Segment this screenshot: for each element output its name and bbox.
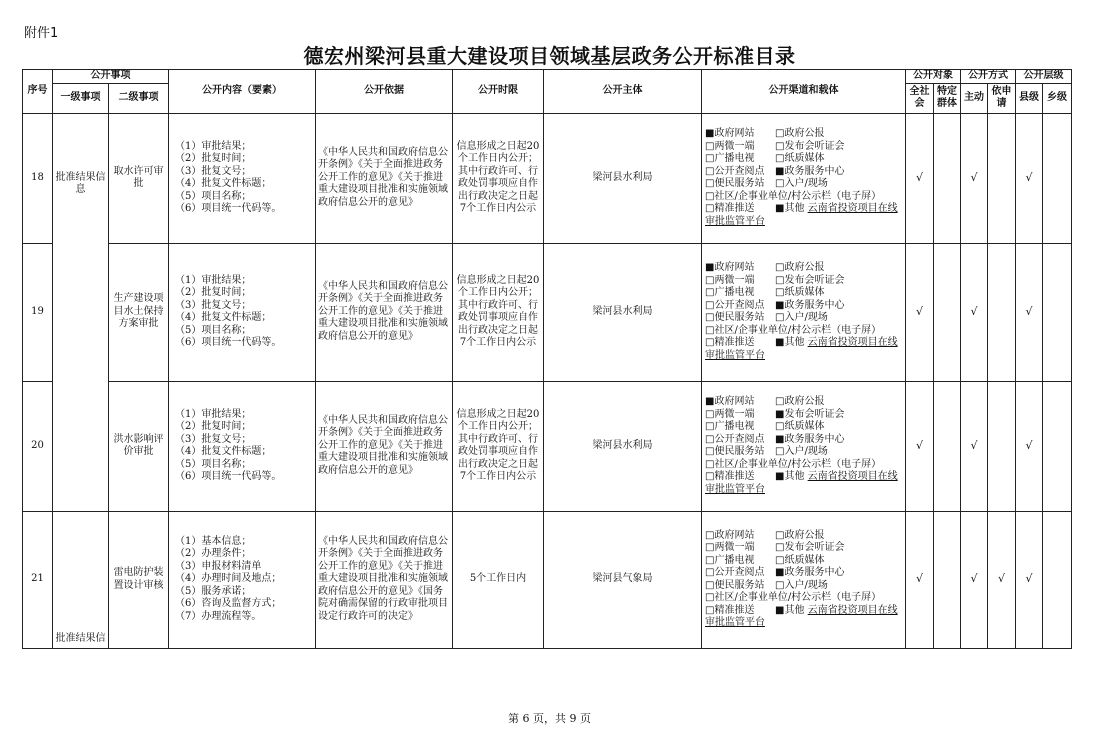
header-seq: 序号: [23, 70, 53, 114]
header-time-limit: 公开时限: [453, 70, 544, 114]
check-apply: [988, 243, 1016, 381]
time-limit-text: 信息形成之日起20个工作日内公开；其中行政许可、行政处罚事项应自作出行政决定之日起7个工作日内公示: [453, 381, 544, 511]
header-content: 公开内容（要素）: [169, 70, 316, 114]
attachment-label: 附件1: [24, 26, 59, 41]
check-target-specific: [934, 243, 961, 381]
header-channel: 公开渠道和载体: [702, 70, 906, 114]
header-erji: 二级事项: [109, 83, 169, 113]
channel-list: ■政府网站 □政府公报 □两微一端 ■发布会听证会 □广播电视 □纸质媒体 □公开查阅点 ■政务服务中心 □便民服务站 □入户/现场 □社区/企事业单位/村公示栏（电子屏） □精准推送 ■其他 云南省投资项目在线 审批监管平台: [702, 381, 906, 511]
catalog-table: [22, 69, 1072, 649]
header-level: 公开层级: [1016, 70, 1072, 84]
check-apply: √: [988, 511, 1016, 648]
content-list: （1）审批结果； （2）批复时间； （3）批复文号； （4）批复文件标题； （5）项目名称； （6）项目统一代码等。: [169, 113, 316, 243]
page-footer: 第 6 页，共 9 页: [508, 712, 591, 725]
time-limit-text: 信息形成之日起20个工作日内公开；其中行政许可、行政处罚事项应自作出行政决定之日起7个工作日内公示: [453, 113, 544, 243]
second-level-item: 洪水影响评价审批: [109, 381, 169, 511]
second-level-item: 取水许可审批: [109, 113, 169, 243]
check-town: [1043, 511, 1072, 648]
table-row: [23, 243, 1072, 381]
basis-text: 《中华人民共和国政府信息公开条例》《关于全面推进政务公开工作的意见》《关于推进重大建设项目批准和实施领域政府信息公开的意见》: [316, 113, 453, 243]
check-target-all: √: [906, 113, 934, 243]
content-list: （1）基本信息； （2）办理条件； （3）申报材料清单 （4）办理时间及地点； （5）服务承诺； （6）咨询及监督方式； （7）办理流程等。: [169, 511, 316, 648]
channel-list: □政府网站 □政府公报 □两微一端 □发布会听证会 □广播电视 □纸质媒体 □公开查阅点 ■政务服务中心 □便民服务站 □入户/现场 □社区/企事业单位/村公示栏（电子屏） □精准推送 ■其他 云南省投资项目在线 审批监管平台: [702, 511, 906, 648]
content-list: （1）审批结果； （2）批复时间； （3）批复文号； （4）批复文件标题； （5）项目名称； （6）项目统一代码等。: [169, 243, 316, 381]
row-seq: 18: [23, 113, 53, 243]
second-level-item: 生产建设项目水土保持方案审批: [109, 243, 169, 381]
time-limit-text: 信息形成之日起20个工作日内公开；其中行政许可、行政处罚事项应自作出行政决定之日起7个工作日内公示: [453, 243, 544, 381]
check-active: √: [961, 243, 988, 381]
row-seq: 21: [23, 511, 53, 648]
header-gongkai-shixiang: 公开事项: [53, 70, 169, 84]
basis-text: 《中华人民共和国政府信息公开条例》《关于全面推进政务公开工作的意见》《关于推进重大建设项目批准和实施领域政府信息公开的意见》: [316, 381, 453, 511]
header-subject: 公开主体: [544, 70, 702, 114]
check-county: √: [1016, 113, 1043, 243]
basis-text: 《中华人民共和国政府信息公开条例》《关于全面推进政务公开工作的意见》《关于推进重大建设项目批准和实施领域政府信息公开的意见》: [316, 243, 453, 381]
check-town: [1043, 381, 1072, 511]
check-county: √: [1016, 381, 1043, 511]
second-level-item: 雷电防护装置设计审核: [109, 511, 169, 648]
table-row: [23, 511, 1072, 648]
check-target-specific: [934, 381, 961, 511]
check-target-all: √: [906, 381, 934, 511]
check-target-specific: [934, 113, 961, 243]
check-active: √: [961, 511, 988, 648]
check-active: √: [961, 113, 988, 243]
row-seq: 19: [23, 243, 53, 381]
check-town: [1043, 113, 1072, 243]
first-level-item: 批准结果信息: [53, 113, 109, 511]
check-target-all: √: [906, 243, 934, 381]
first-level-item-cont: 批准结果信: [53, 511, 109, 648]
row-seq: 20: [23, 381, 53, 511]
page-title: 德宏州梁河县重大建设项目领域基层政务公开标准目录: [303, 44, 796, 68]
check-town: [1043, 243, 1072, 381]
time-limit-text: 5个工作日内: [453, 511, 544, 648]
check-county: √: [1016, 511, 1043, 648]
header-basis: 公开依据: [316, 70, 453, 114]
header-method-active: 主动: [961, 83, 988, 113]
header-level-town: 乡级: [1043, 83, 1072, 113]
check-apply: [988, 381, 1016, 511]
subject-text: 梁河县水利局: [544, 381, 702, 511]
subject-text: 梁河县水利局: [544, 113, 702, 243]
subject-text: 梁河县水利局: [544, 243, 702, 381]
header-level-county: 县级: [1016, 83, 1043, 113]
check-active: √: [961, 381, 988, 511]
header-target-specific: 特定群体: [934, 83, 961, 113]
channel-list: ■政府网站 □政府公报 □两微一端 □发布会听证会 □广播电视 □纸质媒体 □公开查阅点 ■政务服务中心 □便民服务站 □入户/现场 □社区/企事业单位/村公示栏（电子屏） □精准推送 ■其他 云南省投资项目在线 审批监管平台: [702, 113, 906, 243]
header-yiji: 一级事项: [53, 83, 109, 113]
content-list: （1）审批结果； （2）批复时间； （3）批复文号； （4）批复文件标题； （5）项目名称； （6）项目统一代码等。: [169, 381, 316, 511]
check-apply: [988, 113, 1016, 243]
channel-list: ■政府网站 □政府公报 □两微一端 □发布会听证会 □广播电视 □纸质媒体 □公开查阅点 ■政务服务中心 □便民服务站 □入户/现场 □社区/企事业单位/村公示栏（电子屏） □精准推送 ■其他 云南省投资项目在线 审批监管平台: [702, 243, 906, 381]
check-county: √: [1016, 243, 1043, 381]
table-row: [23, 113, 1072, 243]
subject-text: 梁河县气象局: [544, 511, 702, 648]
header-target: 公开对象: [906, 70, 961, 84]
basis-text: 《中华人民共和国政府信息公开条例》《关于全面推进政务公开工作的意见》《关于推进重大建设项目批准和实施领域政府信息公开的意见》《国务院对确需保留的行政审批项目设定行政许可的决定》: [316, 511, 453, 648]
table-row: [23, 381, 1072, 511]
header-target-all: 全社会: [906, 83, 934, 113]
header-method-apply: 依申请: [988, 83, 1016, 113]
check-target-specific: [934, 511, 961, 648]
header-method: 公开方式: [961, 70, 1016, 84]
check-target-all: √: [906, 511, 934, 648]
